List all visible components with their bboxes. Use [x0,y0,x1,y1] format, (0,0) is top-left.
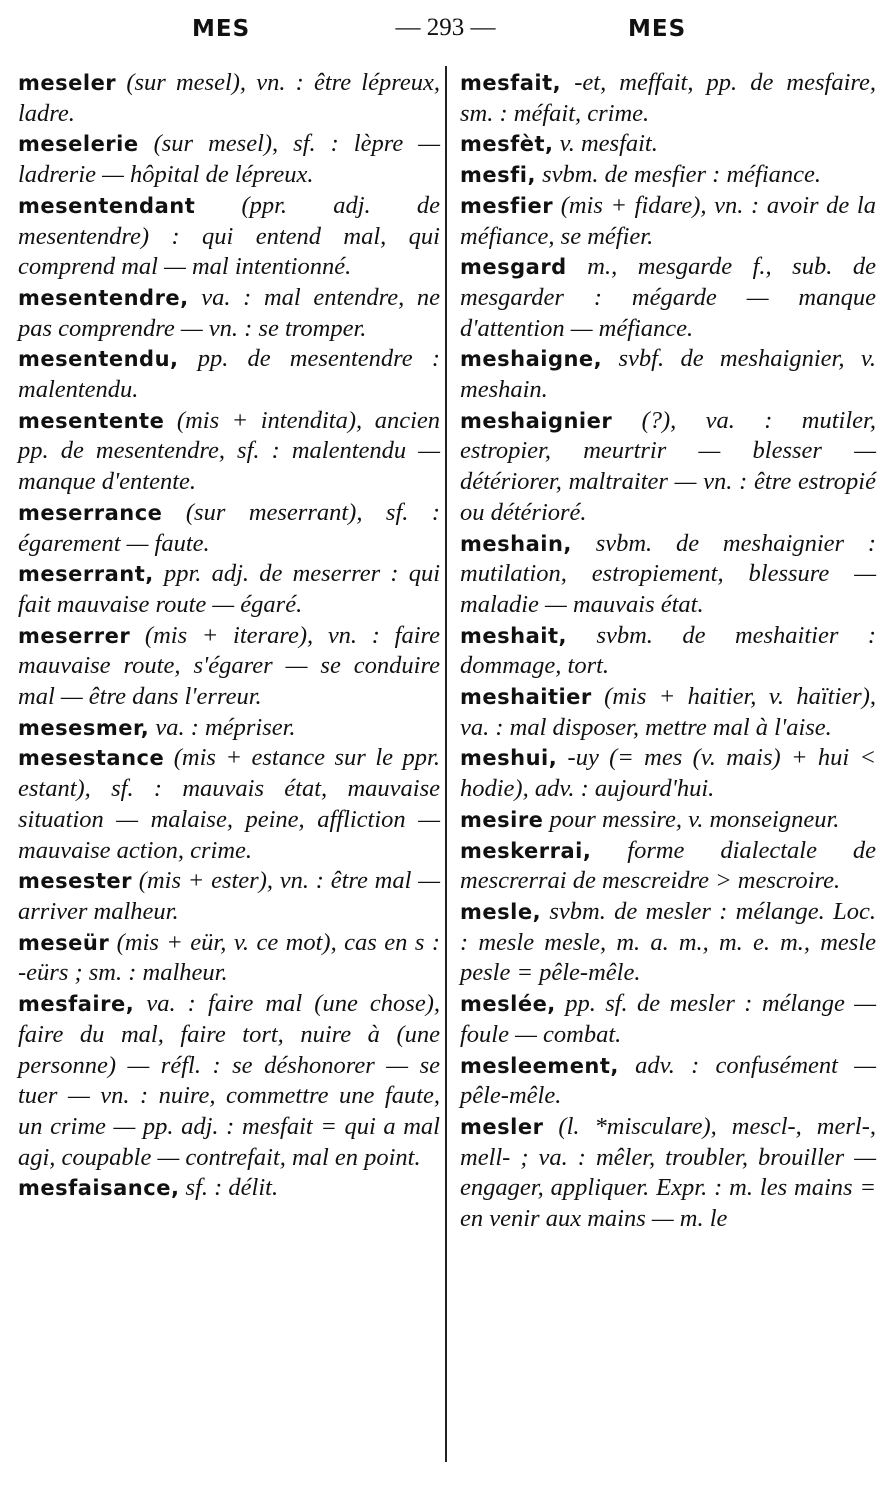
dictionary-entry [18,283,440,344]
dictionary-entry [18,406,440,498]
definition: pp. de mesentendre : malentendu. [18,345,440,404]
definition: svbm. de meshaitier : dommage, tort. [460,621,876,680]
definition: (mis + ester), vn. : être mal — arriver malheur. [18,867,440,925]
definition: v. mesfait. [559,130,658,158]
running-head-left: MES [192,16,251,42]
dictionary-entry [460,989,876,1050]
page-header [0,10,891,50]
headword: meserrer [18,623,131,648]
dictionary-entry [460,406,876,529]
dictionary-entry [18,621,440,713]
dictionary-entry [460,344,876,405]
headword: mesleement, [460,1053,619,1078]
dictionary-entry [460,129,876,160]
headword: mesentendu, [18,347,179,372]
definition: (mis + estance sur le ppr. estant), sf. : mauvais état, mauvaise situation — malaise, peine, affliction — mauvaise action, crime. [18,744,441,864]
definition: (ppr. adj. de mesentendre) : qui entend mal, qui comprend mal — mal intentionné. [18,191,440,281]
definition: svbm. de meshaignier : mutilation, estropiement, blessure — maladie — mauvais état. [460,529,876,618]
headword: meseür [18,930,110,955]
dictionary-entry [460,836,876,897]
headword: meshaignier [460,408,613,433]
definition: svbf. de meshaignier, v. meshain. [460,345,876,404]
definition: svbm. de mesler : mélange. Loc. : mesle mesle, m. a. m., m. e. m., mesle pesle = pêle-mêle. [460,897,876,987]
headword: mesfait, [460,71,562,95]
headword: mesestance [18,746,165,771]
headword: mesfi, [460,163,536,188]
running-head-right: MES [628,16,687,42]
dictionary-entry [18,68,440,129]
definition: (l. *misculare), mescl-, merl-, mell- ; va. : mêler, troubler, brouiller — engager, appliquer. Expr. : m. les mains = en venir aux mains — m. le [460,1112,876,1233]
headword: meserrant, [18,562,154,587]
headword: meshaitier [460,685,592,710]
dictionary-entry [460,682,876,743]
headword: mesesmer, [18,715,150,740]
dictionary-entry [18,928,440,989]
definition: -et, meffait, pp. de mesfaire, sm. : méfait, crime. [460,69,876,127]
definition: sf. : délit. [185,1174,279,1202]
headword: mesentendant [18,193,196,218]
dictionary-entry [18,498,440,559]
definition: (mis + haitier, v. haïtier), va. : mal disposer, mettre mal à l'aise. [460,683,876,741]
headword: mesfèt, [460,132,554,157]
headword: meshain, [460,531,572,556]
headword: meslée, [460,992,556,1017]
definition: (mis + intendita), ancien pp. de mesentendre, sf. : malentendu — manque d'entente. [18,406,440,496]
headword: mesfier [460,193,554,218]
dictionary-entry [460,1051,876,1112]
definition: (mis + iterare), vn. : faire mauvaise route, s'égarer — se conduire mal — être dans l'erreur. [18,621,441,711]
dictionary-entry [460,1112,876,1235]
definition: -uy (= mes (v. mais) + hui < hodie), adv. : aujourd'hui. [460,744,877,803]
headword: mesfaisance, [18,1176,180,1201]
definition: (sur mesel), vn. : être lépreux, ladre. [18,69,440,127]
dictionary-entry [460,529,876,621]
headword: mesler [460,1114,544,1139]
definition: va. : faire mal (une chose), faire du mal, faire tort, nuire à (une personne) — réfl. : se déshonorer — se tuer — vn. : nuire, commettre une faute, un crime — pp. adj. : mesfait = qui a mal agi, coupable — contrefait, mal en point. [18,990,440,1171]
headword: mesfaire, [18,992,135,1017]
headword: meseler [18,71,117,95]
dictionary-entry [18,743,440,866]
headword: meselerie [18,132,139,157]
dictionary-entry [460,160,876,191]
page-number: — 293 — [395,14,496,41]
definition: (sur mesel), sf. : lèpre — ladrerie — hôpital de lépreux. [18,130,440,189]
definition: (mis + fidare), vn. : avoir de la méfiance, se méfier. [460,191,876,250]
headword: meshait, [460,623,567,648]
dictionary-entry [460,191,876,252]
headword: mesgard [460,255,567,280]
definition: (sur meserrant), sf. : égarement — faute. [18,498,440,557]
definition: pp. sf. de mesler : mélange — foule — combat. [460,990,876,1048]
dictionary-entry [18,344,440,405]
definition: va. : mal entendre, ne pas comprendre — vn. : se tromper. [18,283,440,342]
dictionary-entry [18,129,440,190]
definition: forme dialectale de mescrerrai de mescreidre > mescroire. [460,836,877,895]
headword: mesire [460,807,544,832]
dictionary-entry [18,989,440,1173]
definition: m., mesgarde f., sub. de mesgarder : mégarde — manque d'attention — méfiance. [460,253,876,342]
headword: mesle, [460,899,542,924]
dictionary-entry [18,713,440,744]
column-divider [445,66,447,1462]
definition: (mis + eür, v. ce mot), cas en s : -eürs ; sm. : malheur. [18,928,441,987]
headword: mesentendre, [18,285,189,310]
definition: pour messire, v. monseigneur. [549,805,840,833]
headword: meskerrai, [460,838,592,863]
dictionary-entry [460,252,876,344]
dictionary-entry [18,559,440,620]
dictionary-entry [460,805,876,836]
definition: svbm. de mesfier : méfiance. [542,161,822,189]
dictionary-entry [460,621,876,682]
dictionary-entry [460,743,876,804]
headword: meshaigne, [460,347,603,372]
dictionary-entry [18,1173,440,1204]
dictionary-entry [460,68,876,129]
definition: (?), va. : mutiler, estropier, meurtrir — blesser — détériorer, maltraiter — vn. : être estropié ou détérioré. [460,406,876,526]
definition: ppr. adj. de meserrer : qui fait mauvaise route — égaré. [18,560,441,618]
left-column [18,68,440,1204]
headword: mesester [18,869,133,894]
headword: meserrance [18,500,163,525]
dictionary-entry [18,866,440,927]
dictionary-entry [18,191,440,283]
definition: adv. : confusément — pêle-mêle. [460,1051,876,1110]
headword: meshui, [460,746,558,771]
right-column [460,68,876,1235]
definition: va. : mépriser. [155,713,296,741]
dictionary-entry [460,897,876,989]
headword: mesentente [18,408,165,433]
